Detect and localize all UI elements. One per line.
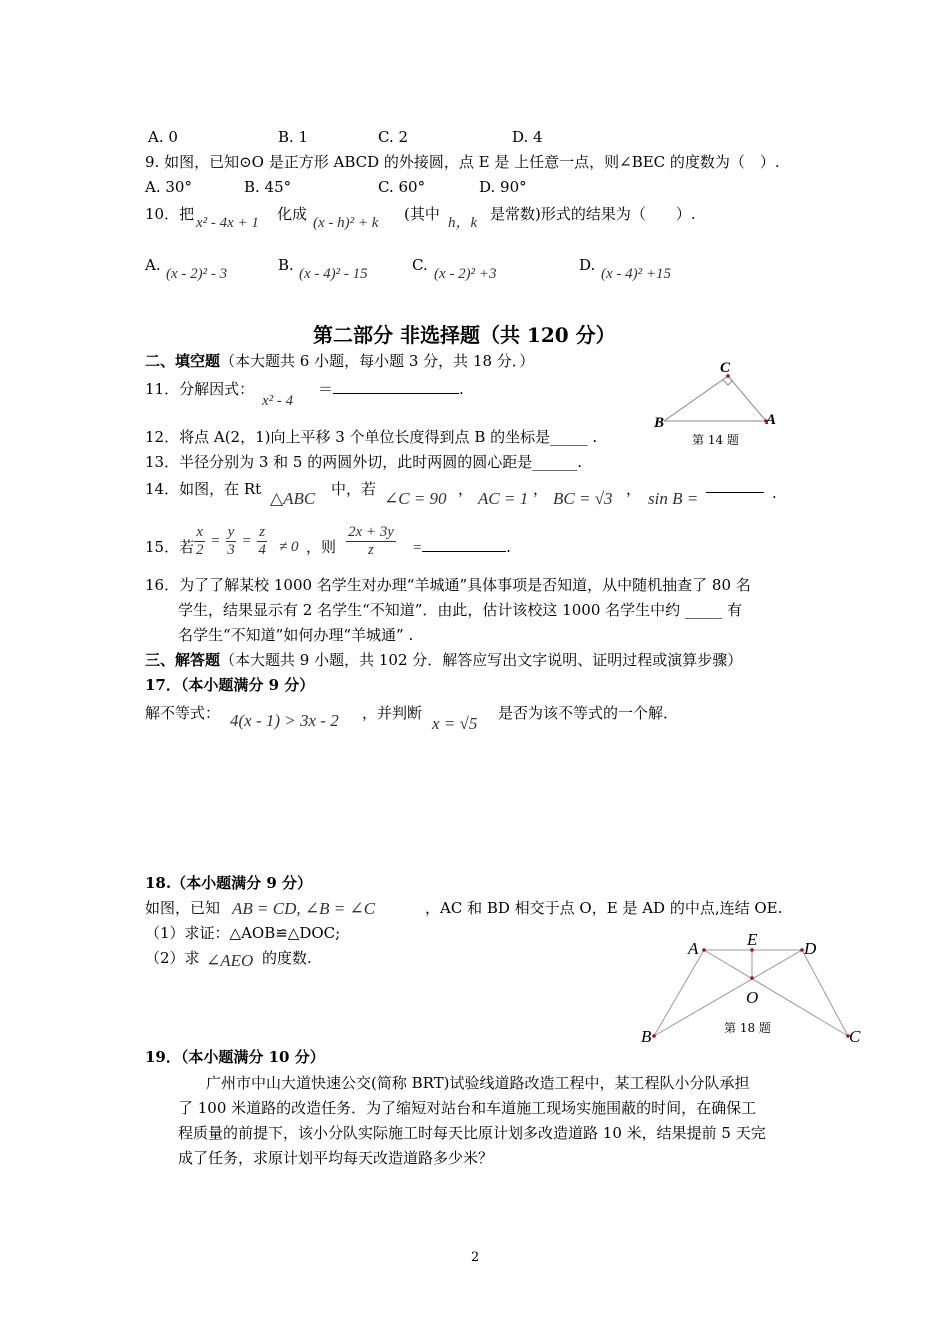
section3-head: 三、解答题 — [145, 651, 221, 669]
q8-option-a: A. 0 — [148, 128, 178, 146]
q14-blank[interactable] — [706, 492, 764, 493]
q9-option-b: B. 45° — [244, 178, 292, 196]
q15-frac-y: $\frac{y}{3}$ — [227, 524, 235, 558]
fig14-label-b: B — [654, 415, 665, 431]
q18-angle: ∠AEO — [206, 951, 254, 970]
q10-option-c-label: C. — [412, 256, 428, 274]
fig18-point-a — [702, 948, 706, 952]
q10-option-d-label: D. — [579, 256, 596, 274]
q19-heading: 19．（本小题满分 10 分） — [145, 1048, 325, 1066]
q11-period: . — [459, 380, 464, 398]
q14-prefix: 14．如图，在 Rt — [145, 480, 262, 498]
q9-option-d: D. 90° — [479, 178, 527, 196]
q14-sep-1: ， — [458, 480, 474, 498]
q8-option-c: C. 2 — [378, 128, 409, 146]
q10-expression-2: (x - h)² + k — [313, 215, 379, 231]
fig14-edge-bc — [664, 376, 728, 421]
q10-expression-1: x² - 4x + 1 — [196, 215, 259, 231]
q10-option-a-expr: (x - 2)² - 3 — [166, 266, 228, 282]
q17-value: x = √5 — [432, 714, 478, 733]
fig14-label-a: A — [766, 412, 777, 428]
q18-heading: 18.（本小题满分 9 分） — [145, 874, 312, 892]
q14-angle-c: ∠C = 90 — [384, 489, 447, 508]
q19-line-1: 广州市中山大道快速公交(简称 BRT)试验线道路改造工程中，某工程队小分队承担 — [206, 1074, 750, 1092]
q18-part-2-tail: 的度数. — [262, 949, 312, 967]
q9-option-a: A. 30° — [145, 178, 192, 196]
q10-option-d-expr: (x - 4)² +15 — [601, 266, 672, 282]
q10-convert: 化成 — [277, 205, 308, 223]
q8-option-b: B. 1 — [278, 128, 309, 146]
q8-option-d: D. 4 — [512, 128, 543, 146]
q15-blank[interactable] — [422, 551, 506, 552]
fig18-edge-ab — [654, 950, 704, 1036]
fig18-label-d: D — [804, 939, 817, 958]
q15-frac-x: $\frac{x}{2}$ — [196, 524, 204, 558]
q14-triangle: △ABC — [270, 489, 316, 508]
q9-text: 9. 如图，已知⊙O 是正方形 ABCD 的外接圆，点 E 是 上任意一点，则∠BEC 的度数为（ ）. — [145, 153, 780, 171]
q18-condition: AB = CD, ∠B = ∠C — [232, 899, 376, 918]
section2-head: 二、填空题 — [145, 352, 221, 370]
fig18-label-b: B — [641, 1027, 652, 1046]
q10-option-b-expr: (x - 4)² - 15 — [299, 266, 368, 282]
q10-option-b-label: B. — [278, 256, 294, 274]
q18-statement: ，AC 和 BD 相交于点 O，E 是 AD 的中点,连结 OE. — [425, 899, 783, 917]
q18-part-2-prefix: （2）求 — [145, 949, 200, 967]
section2-heading — [145, 352, 534, 370]
q11-expression: x² - 4 — [262, 393, 294, 409]
fig18-point-b — [652, 1034, 656, 1038]
q15-period: . — [506, 538, 511, 556]
q10-prefix: 10．把 — [145, 205, 195, 223]
q15-ratios: $\frac{x}{2}$ = $\frac{y}{3}$ = $\frac{z}{4}$ — [196, 524, 266, 558]
q10-tail: 是常数)形式的结果为（ ）. — [490, 205, 696, 223]
q11-blank[interactable] — [333, 393, 459, 394]
q14-ac: AC = 1 — [478, 489, 529, 508]
fig18-label-a: A — [688, 939, 699, 958]
q9-option-c: C. 60° — [378, 178, 426, 196]
q15-nonzero: ≠ 0 — [279, 539, 299, 555]
q15-frac-z: $\frac{z}{4}$ — [258, 524, 266, 558]
q15-equals: = — [412, 540, 423, 556]
q10-option-a-label: A. — [145, 256, 161, 274]
q17-inequality: 4(x - 1) > 3x - 2 — [230, 711, 339, 730]
q14-if: 中，若 — [331, 480, 377, 498]
q16-line-1: 16．为了了解某校 1000 名学生对办理“羊城通”具体事项是否知道，从中随机抽查了 80 名 — [145, 576, 751, 594]
q10-where: (其中 — [404, 205, 440, 223]
figure-18 — [638, 930, 868, 1050]
q11-answer — [318, 380, 464, 398]
q19-line-3: 程质量的前提下，该小分队实际施工时每天比原计划多改造道路 10 米，结果提前 5 天完 — [178, 1124, 766, 1142]
q19-line-2: 了 100 米道路的改造任务．为了缩短对站台和车道施工现场实施围蔽的时间，在确保工 — [178, 1099, 757, 1117]
q14-sep-3: ， — [626, 480, 642, 498]
fig14-caption: 第 14 题 — [692, 433, 739, 447]
q13-text: 13．半径分别为 3 和 5 的两圆外切，此时两圆的圆心距是______. — [145, 453, 583, 471]
section2-note: （本大题共 6 小题，每小题 3 分，共 18 分．） — [220, 352, 535, 370]
q17-prefix: 解不等式： — [145, 704, 221, 722]
q14-period: . — [772, 484, 777, 502]
q11-text: 11．分解因式： — [145, 380, 255, 398]
q16-line-3: 名学生“不知道”如何办理“羊城通” . — [178, 626, 414, 644]
q17-tail: 是否为该不等式的一个解． — [498, 704, 679, 722]
fig18-caption: 第 18 题 — [724, 1021, 771, 1035]
part2-title: 第二部分 非选择题（共 120 分） — [313, 323, 616, 347]
q15-answer — [412, 538, 511, 557]
q10-option-c-expr: (x - 2)² +3 — [434, 266, 497, 282]
q15-prefix: 15．若 — [145, 538, 195, 556]
q18-prefix: 如图，已知 — [145, 899, 221, 917]
q15-frac-main: $\frac{2x + 3y}{z}$ — [348, 524, 394, 558]
q17-heading: 17．（本小题满分 9 分） — [145, 676, 315, 694]
q15-then: ，则 — [306, 538, 337, 556]
figure-14 — [648, 358, 788, 450]
q11-equals: ＝ — [318, 380, 334, 398]
fig18-label-e: E — [747, 930, 758, 949]
fig18-edge-dc — [802, 950, 848, 1036]
page-number: 2 — [471, 1250, 480, 1265]
q14-sinb: sin B = — [648, 489, 699, 508]
q14-sep-2: ， — [533, 480, 549, 498]
section3-note: （本大题共 9 小题，共 102 分．解答应写出文字说明、证明过程或演算步骤） — [220, 651, 743, 669]
fig14-label-c: C — [720, 360, 731, 376]
section3-heading — [145, 651, 742, 669]
fig18-point-o — [750, 976, 754, 980]
q12-text: 12．将点 A(2，1)向上平移 3 个单位长度得到点 B 的坐标是_____ . — [145, 428, 598, 446]
q16-line-2: 学生，结果显示有 2 名学生“不知道”．由此，估计该校这 1000 名学生中约 _____ 有 — [178, 601, 743, 619]
q19-line-4: 成了任务，求原计划平均每天改造道路多少米？ — [178, 1149, 494, 1167]
q17-judge: ，并判断 — [362, 704, 423, 722]
q14-bc: BC = √3 — [553, 489, 613, 508]
fig14-edge-ca — [728, 376, 766, 421]
q10-variables: h，k — [448, 215, 478, 231]
q15-expression — [346, 524, 396, 558]
fig18-label-c: C — [849, 1027, 861, 1046]
fig18-label-o: O — [746, 988, 759, 1007]
q18-part-1: （1）求证：△AOB≌△DOC; — [145, 924, 341, 942]
